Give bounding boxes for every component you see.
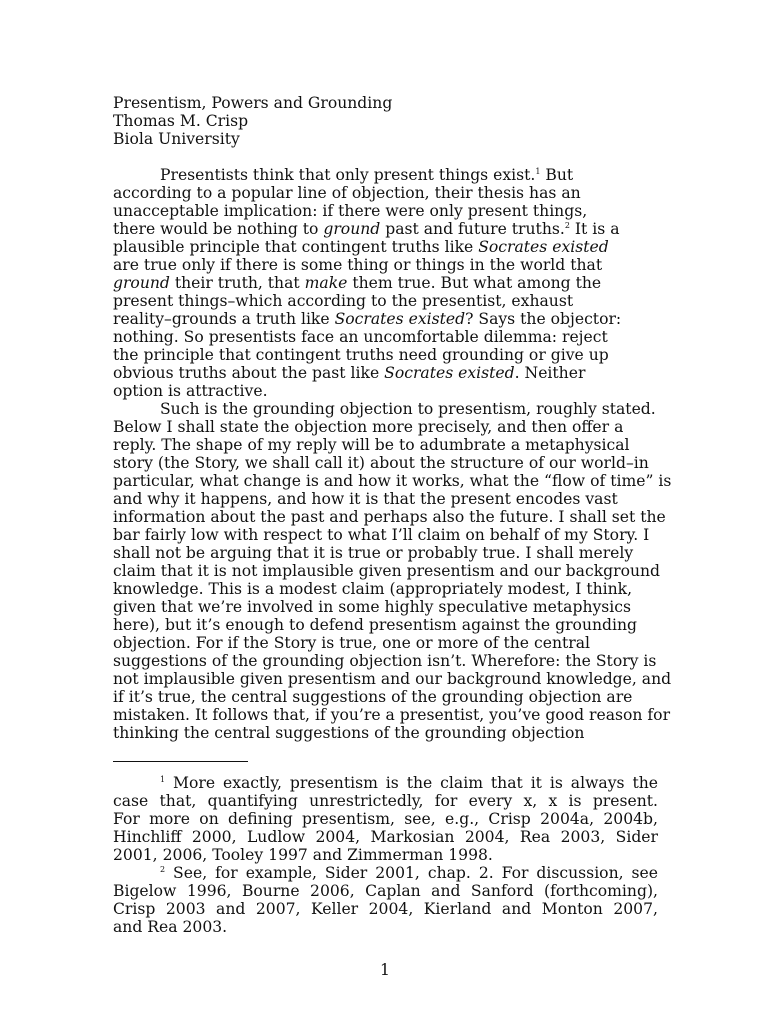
author-name: Thomas M. Crisp [113,112,249,130]
text-line: mistaken. It follows that, if you’re a presentist, you’ve good reason for [113,706,671,724]
text-line: Such is the grounding objection to presentism, roughly stated. [160,400,656,418]
text-line: here), but it’s enough to defend presentism against the grounding [113,616,638,634]
footnote-ref[interactable]: 2 [564,221,570,230]
text-line: suggestions of the grounding objection isn’t. Wherefore: the Story is [113,652,657,670]
text-line: particular, what change is and how it works, what the “flow of time” is [113,472,672,490]
text-line: plausible principle that contingent truths like Socrates existed [113,238,609,256]
text-line: present things–which according to the presentist, exhaust [113,292,574,310]
text-line: given that we’re involved in some highly speculative metaphysics [113,598,632,616]
footnotes [113,774,658,936]
paper-title: Presentism, Powers and Grounding [113,94,393,112]
text-line: information about the past and perhaps also the future. I shall set the [113,508,666,526]
footnote-marker: 2 [160,865,166,874]
footnote-line: Crisp 2003 and 2007, Keller 2004, Kierland and Monton 2007, [113,900,658,918]
text-line: and why it happens, and how it is that the present encodes vast [113,490,618,508]
footnote-line: For more on defining presentism, see, e.g., Crisp 2004a, 2004b, [113,810,658,828]
text-line: reality–grounds a truth like Socrates existed? Says the objector: [113,310,622,328]
text-line: objection. For if the Story is true, one or more of the central [113,634,591,652]
footnote-marker: 1 [160,775,166,784]
main-text [113,166,672,742]
text-line: story (the Story, we shall call it) about the structure of our world–in [113,454,649,472]
footnote-2: $^2$ See, for example, Sider 2001, chap. 2. For discussion, see [160,864,658,882]
text-line: if it’s true, the central suggestions of the grounding objection are [113,688,633,706]
affiliation: Biola University [113,130,240,148]
text-line: reply. The shape of my reply will be to adumbrate a metaphysical [113,436,630,454]
text-line: according to a popular line of objection, their thesis has an [113,184,581,202]
footnote-1: $^1$ More exactly, presentism is the claim that it is always the [160,774,658,792]
text-line: Below I shall state the objection more precisely, and then offer a [113,418,624,436]
footnote-line: case that, quantifying unrestrictedly, for every x, x is present. [113,792,658,810]
text-line: option is attractive. [113,382,268,400]
text-line: Presentists think that only present things exist.$^1$ But [160,166,574,184]
text-line: ground their truth, that make them true. But what among the [113,274,602,292]
text-line: unacceptable implication: if there were only present things, [113,202,588,220]
text-line: not implausible given presentism and our background knowledge, and [113,670,672,688]
footnote-ref[interactable]: 1 [535,167,541,176]
text-line: thinking the central suggestions of the grounding objection [113,724,585,742]
text-line: nothing. So presentists face an uncomfortable dilemma: reject [113,328,608,346]
footnote-line: Hinchliff 2000, Ludlow 2004, Markosian 2004, Rea 2003, Sider [113,828,658,846]
footnote-divider [113,761,248,762]
text-line: knowledge. This is a modest claim (appropriately modest, I think, [113,580,633,598]
page-number: 1 [380,961,390,979]
footnote-line: and Rea 2003. [113,918,228,936]
text-line: claim that it is not implausible given presentism and our background [113,562,661,580]
text-line: there would be nothing to ground past and future truths.$^2$ It is a [113,220,620,238]
text-line: are true only if there is some thing or things in the world that [113,256,603,274]
text-line: shall not be arguing that it is true or probably true. I shall merely [113,544,634,562]
footnote-line: 2001, 2006, Tooley 1997 and Zimmerman 1998. [113,846,493,864]
paper-header [113,94,658,148]
page-body [113,94,672,936]
footnote-line: Bigelow 1996, Bourne 2006, Caplan and Sanford (forthcoming), [113,882,658,900]
text-line: bar fairly low with respect to what I’ll claim on behalf of my Story. I [113,526,650,544]
text-line: obvious truths about the past like Socrates existed. Neither [113,364,586,382]
text-line: the principle that contingent truths need grounding or give up [113,346,609,364]
